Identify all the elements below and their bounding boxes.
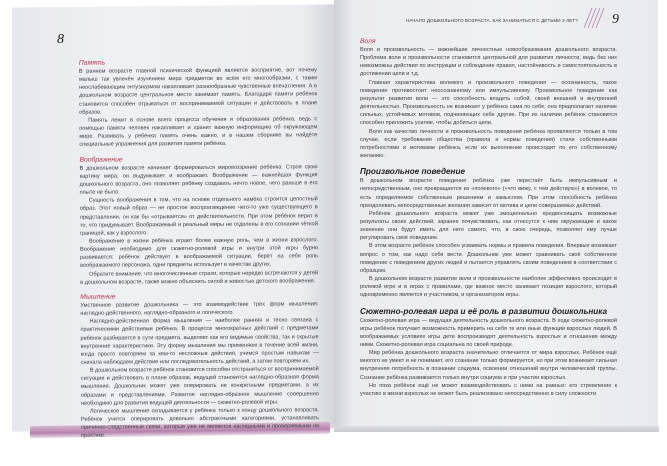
paragraph: В дошкольном возрасте ребёнок становится способен отстраниться от воспринимаемой ситуации и действовать в плане образов, ведущей становится наглядно-образная форма мышления. Дошкольник может уже оперировать не конкретными предметами, а их образами и представлениями. Развитое наглядно-образное мышление совершенно необходимо для развития ведущей деятельности — сюжетно-ролевой игры. bbox=[80, 366, 319, 407]
paragraph: Сюжетно-ролевая игра — ведущая деятельность дошкольного возраста. В ходе сюжетно-ролевой игры ребёнок получает возможность примерить на себя те или иные функции взрослых людей. В воображаемых условиях игры дети воспроизводят деятельность взрослых и отношения между ними. Сюжетно-ролевая игра социальна по своей природе. bbox=[360, 317, 617, 348]
section-heading: Произвольное поведение bbox=[360, 167, 466, 177]
paragraph: Логическое мышление складывается у ребёнка только к концу дошкольного возраста. Ребёнок учится оперировать довольно абстрактными категориями, устанавливать причинно-следственные связи, которые уже не являются наглядными и проверяемыми на практике. bbox=[81, 407, 320, 440]
paragraph: Ребёнок дошкольного возраста может уже эмоционально предвосхищать возможные результаты своих действий, заранее почувствовать, как отнесутся к ним окружающие и какое значение они будут иметь для него самого, что, в свою очередь, позволяет ему лучше регулировать своё поведение. bbox=[360, 210, 617, 242]
left-text-column bbox=[79, 57, 319, 440]
page-edges bbox=[334, 426, 659, 432]
paragraph: Мир ребёнка дошкольного возраста значительно отличается от мира взрослых. Ребёнок ещё многого не умеет и не понимает, его сознание только формируется, но при этом возникает сильная внутренняя потребность в познании социума, освоении отношений внутри человеческой группы. Сознание ребёнка развивается только внутри социума и при участии взрослых. bbox=[360, 350, 617, 381]
page-number-right: 9 bbox=[612, 12, 619, 27]
paragraph: Память лежит в основе всего процесса обучения и образования ребёнка, ведь с помощью памяти человек накапливает и хранит важную информацию об окружающем мире. Развивать у ребёнка память очень важно, и в нашем сборнике вы найдёте специальные упражнения для развития памяти ребёнка. bbox=[79, 116, 318, 149]
paragraph: В дошкольном возрасте поведение ребёнка уже перестаёт быть импульсивным и непосредственным, оно превращается из «полевого» («что вижу, с тем действую») в волевое, то есть определяемое собственным решением и замыслом. При этом способность ребёнка преодолевать непосредственные желания зависит от мотива и цели совершаемых действий. bbox=[360, 178, 617, 209]
section-heading: Память bbox=[78, 59, 106, 67]
paragraph: В этом возрасте ребёнок способен усваивать нормы и правила поведения. Впервые возникает вопрос о том, как надо себя вести. Дошкольник уже может сравнивать своё собственное поведение с поведением других людей и пытается управлять своим поведением в соответствии с образцом. bbox=[360, 243, 617, 274]
paragraph: Главная характеристика волевого и произвольного поведения — осознанность, такое поведение противостоит неосознанному или импульсивному. Произвольное поведение как результат развития воли — это способность владеть собой, своей внешней и внутренней деятельностью. Произвольность не возникает у ребёнка сама по себе, она предполагает наличие сильных, устойчивых мотивов, подчиняющих себе другие. При их наличии ребёнок становится способен приложить усилие, чтобы добиться цели. bbox=[360, 79, 617, 127]
section-heading: Сюжетно-ролевая игра и её роль в развитии дошкольника bbox=[360, 306, 608, 316]
paragraph: Воображение в жизни ребёнка играет более важную роль, чем в жизни взрослого. Воображение необходимо для сюжетно-ролевой игры и внутри этой игры бурно развивается: ребёнок действует в воображаемой ситуации, берёт на себя роль воображаемого персонажа, одни предметы использует в качестве других. bbox=[79, 237, 319, 270]
paragraph: Но пока ребёнок ещё не может взаимодействовать с ними на равных: его стремление к участию в жизни взрослых не может быть реализовано непосредственно в силу сложности bbox=[360, 382, 617, 397]
paragraph: Воля как качество личности и произвольность поведения ребёнка проявляются только в том случае, если требования общества (правила и нормы поведения) стали собственными потребностями и мотивами ребёнка, если их выполнение происходит по его собственному желанию. bbox=[360, 128, 617, 160]
page-number-left: 8 bbox=[57, 32, 64, 47]
section-heading: Воображение bbox=[79, 156, 123, 164]
paragraph: В дошкольном возрасте развитие воли и произвольности наиболее эффективно происходит в ролевой игре и в играх с правилами, где важное место занимает позиция взрослого, который одновременно является и участником, и организатором игры. bbox=[360, 276, 617, 299]
paragraph: Наглядно-действенная форма мышления — наиболее ранняя и тесно связана с практическими действиями ребёнка. В процессе многократных действий с предметами ребёнок разбирается в сути предмета, выделяет как его видимые свойства, так и скрытые внутренние характеристики. Эту форму мышления мы применяем в течение всей жизни, когда просто повторяем за кем-то несложные действия, учимся простым навыкам — сначала наблюдаем действие или последовательность действий, а затем повторяем их. bbox=[80, 317, 319, 366]
right-text-column bbox=[360, 37, 617, 398]
paragraph: В дошкольном возрасте начинает формироваться мировоззрение ребёнка. Строя свою картину мира, он выдумывает и воображает. Воображение — важнейшая функция дошкольного возраста, оно позволяет ребёнку создавать нечто новое, чего раньше в его опыте не было. bbox=[79, 163, 318, 196]
paragraph: Обратите внимание, что многочисленные страхи, которые нередко встречаются у детей в дошкольном возрасте, также можно объяснить силой и живостью детского воображения. bbox=[80, 269, 319, 286]
running-header: НАЧАЛО ДОШКОЛЬНОГО ВОЗРАСТА. КАК ЗАНИМАТЬСЯ С ДЕТЬМИ 3 ЛЕТ? bbox=[406, 18, 578, 23]
paragraph: В раннем возрасте главной психической функцией является восприятие, вот почему малыш так увлечён изучением мира предметов во всём его многообразии, с таким неослабевающим энтузиазмом накапливает разнообразные чувственные впечатления. А в дошкольном возрасте центральное место занимает память. Благодаря памяти ребёнок становится способен отрываться от воспринимаемой ситуации и действовать в плане образов. bbox=[78, 67, 318, 116]
decorative-stripes-icon bbox=[578, 8, 604, 28]
paragraph: Воля и произвольность — важнейшие личностные новообразования дошкольного возраста. Проблема воли и произвольности становится центральной для развития личности, ведь без них невозможны действия по инструкции и соблюдение правил, настойчивость и самостоятельность в достижении цели и т.д. bbox=[360, 47, 617, 78]
section-heading: Воля bbox=[360, 38, 376, 45]
paragraph: Умственное развитие дошкольника — это взаимодействие трёх форм мышления: наглядно-действенного, наглядно-образного и логического. bbox=[80, 301, 319, 317]
section-heading: Мышление bbox=[80, 293, 116, 301]
paragraph: Сущность воображения в том, что на основе отдельного намёка строится целостный образ. Этот новый образ — не простое воспроизведение чего-то уже существующего в представлении, он как бы «отрывается» от действительности. При этом ребёнок верит в то, что придумывает. Воображаемый и реальный миры не отделены в его сознании чёткой границей, как у взрослого. bbox=[79, 196, 318, 237]
